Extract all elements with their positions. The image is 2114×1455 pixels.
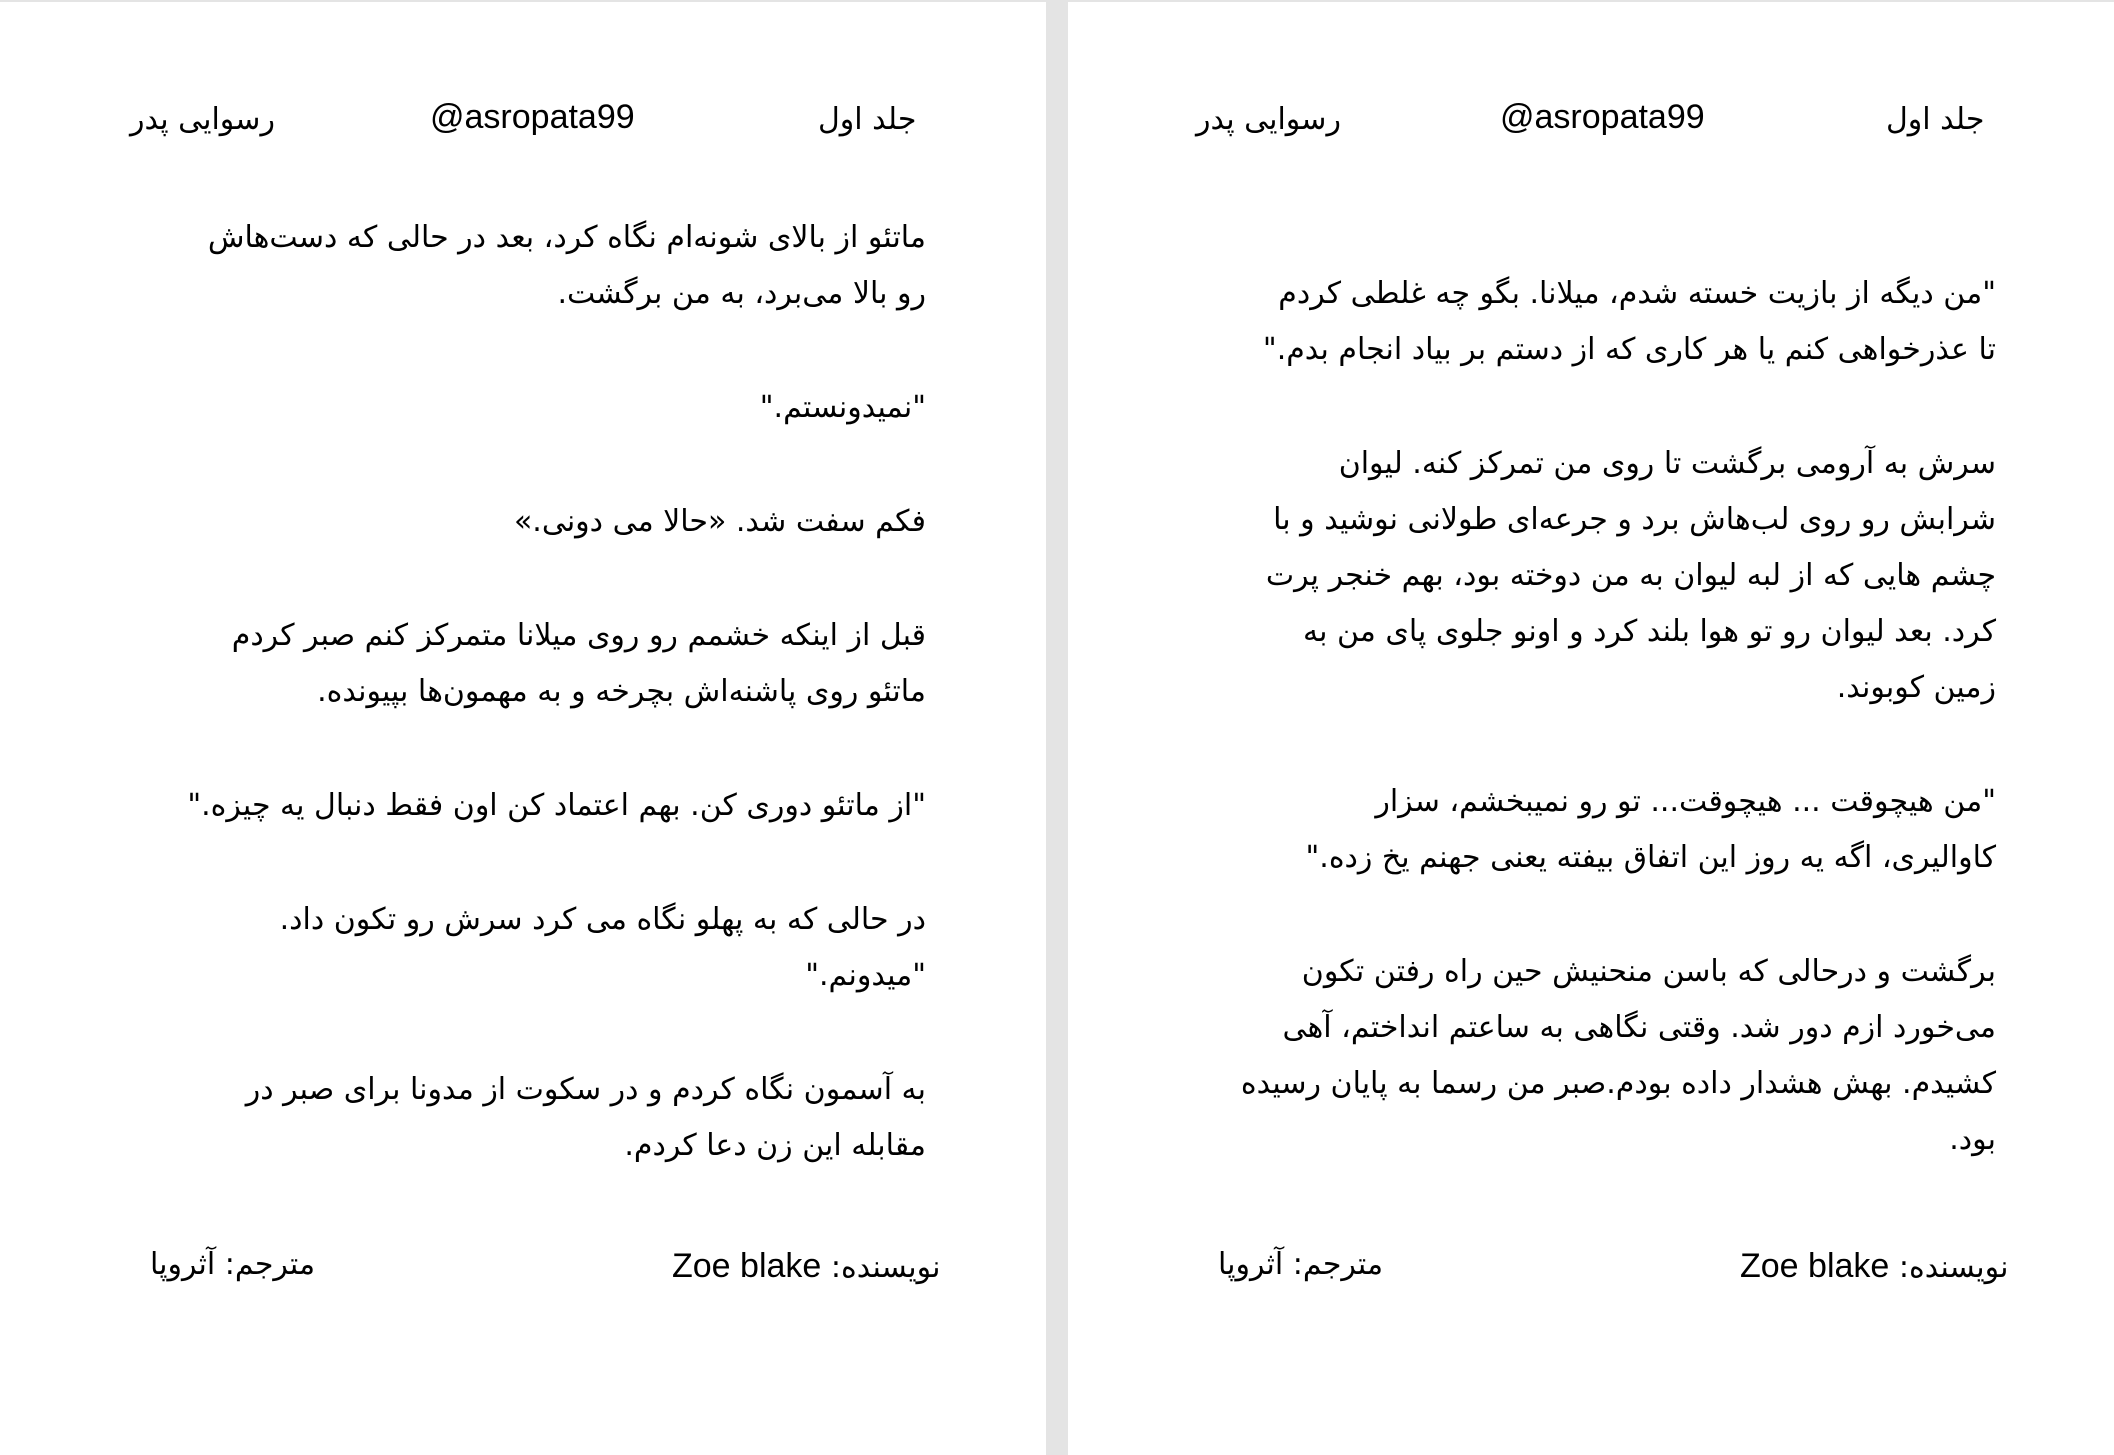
footer-author-name: Zoe blake [672, 1247, 822, 1285]
page-body [1176, 266, 1996, 1226]
footer-author [672, 1247, 940, 1286]
paragraph [106, 778, 926, 834]
text-line: "من هیچوقت ... هیچوقت... تو رو نمیبخشم، سزار [1375, 784, 1996, 819]
paragraph [106, 380, 926, 436]
footer-author-name: Zoe blake [1740, 1247, 1890, 1285]
header-volume: جلد اول [818, 102, 917, 137]
paragraph [1176, 944, 1996, 1168]
text-line: در حالی که به پهلو نگاه می کرد سرش رو تکون داد. [279, 902, 926, 937]
header-handle: @asropata99 [1500, 98, 1705, 136]
header-book-title: رسوایی پدر [1196, 102, 1341, 137]
text-line: بود. [1949, 1122, 1996, 1157]
header-handle: @asropata99 [430, 98, 635, 136]
paragraph [1176, 436, 1996, 716]
text-line: "میدونم." [805, 958, 926, 993]
text-line: کرد. بعد لیوان رو تو هوا بلند کرد و اونو جلوی پای من به [1302, 614, 1996, 649]
text-line: "نمیدونستم." [759, 390, 926, 425]
text-line: فکم سفت شد. «حالا می دونی.» [513, 504, 926, 539]
text-line: مقابله این زن دعا کردم. [624, 1128, 926, 1163]
page-gutter [1046, 0, 1068, 1455]
text-line: قبل از اینکه خشمم رو روی میلانا متمرکز کنم صبر کردم [231, 618, 926, 653]
header-volume: جلد اول [1886, 102, 1985, 137]
page-right [1068, 2, 2114, 1455]
footer-author [1740, 1247, 2008, 1286]
paragraph [1176, 774, 1996, 886]
paragraph [106, 1062, 926, 1174]
text-line: برگشت و درحالی که باسن منحنیش حین راه رفتن تکون [1301, 954, 1996, 989]
text-line: "از ماتئو دوری کن. بهم اعتماد کن اون فقط دنبال یه چیزه." [187, 788, 926, 823]
text-line: می‌خورد ازم دور شد. وقتی نگاهی به ساعتم انداختم، آهی [1282, 1010, 1996, 1045]
footer-author-label: نویسنده: [830, 1250, 941, 1285]
text-line: زمین کوبوند. [1836, 670, 1996, 705]
text-line: به آسمون نگاه کردم و در سکوت از مدونا برای صبر در [245, 1072, 926, 1107]
text-line: کاوالیری، اگه یه روز این اتفاق بیفته یعنی جهنم یخ زده." [1305, 840, 1996, 875]
text-line: تا عذرخواهی کنم یا هر کاری که از دستم بر بیاد انجام بدم." [1262, 332, 1996, 367]
paragraph [106, 210, 926, 322]
footer-translator: مترجم: آثروپا [1218, 1247, 1384, 1282]
footer-translator: مترجم: آثروپا [150, 1247, 316, 1282]
page-left [0, 2, 1046, 1455]
text-line: سرش به آرومی برگشت تا روی من تمرکز کنه. لیوان [1338, 446, 1996, 481]
paragraph [106, 892, 926, 1004]
header-book-title: رسوایی پدر [130, 102, 275, 137]
paragraph [106, 608, 926, 720]
text-line: کشیدم. بهش هشدار داده بودم.صبر من رسما به پایان رسیده [1240, 1066, 1996, 1101]
paragraph [106, 494, 926, 550]
text-line: رو بالا می‌برد، به من برگشت. [557, 276, 926, 311]
footer-author-label: نویسنده: [1898, 1250, 2009, 1285]
paragraph [1176, 266, 1996, 378]
text-line: ماتئو از بالای شونه‌ام نگاه کرد، بعد در حالی که دست‌هاش [207, 220, 926, 255]
text-line: "من دیگه از بازیت خسته شدم، میلانا. بگو چه غلطی کردم [1278, 276, 1996, 311]
text-line: شرابش رو روی لب‌هاش برد و جرعه‌ای طولانی نوشید و با [1273, 502, 1996, 537]
text-line: ماتئو روی پاشنه‌اش بچرخه و به مهمون‌ها بپیونده. [317, 674, 926, 709]
text-line: چشم هایی که از لبه لیوان به من دوخته بود، بهم خنجر پرت [1265, 558, 1996, 593]
page-body [106, 210, 926, 1232]
